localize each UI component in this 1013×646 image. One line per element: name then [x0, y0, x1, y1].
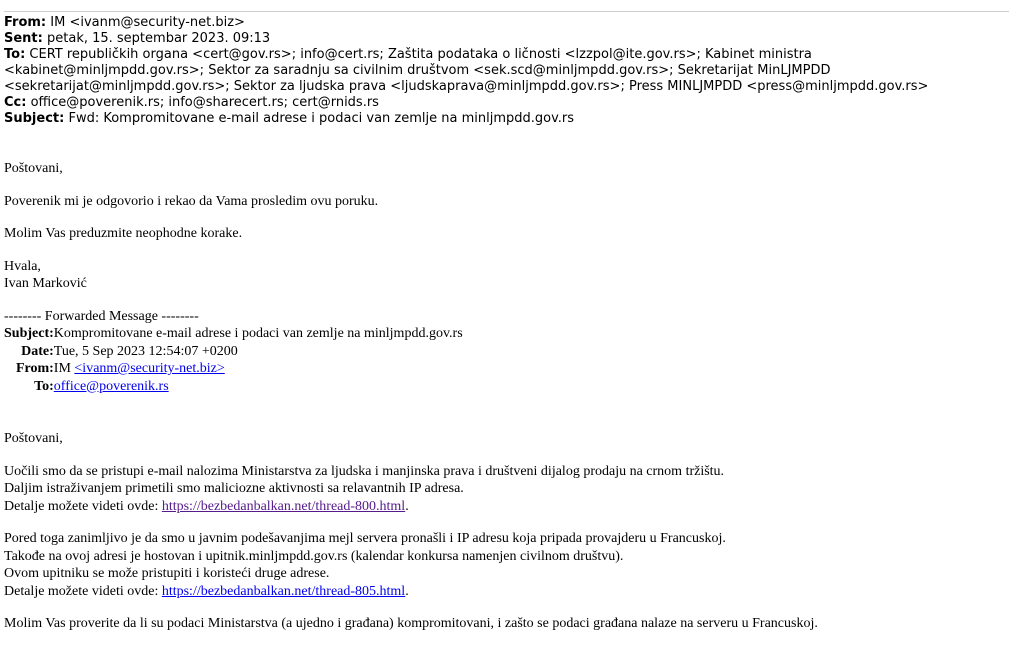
intro-line-2: Molim Vas preduzmite neophodne korake.: [4, 226, 243, 241]
fwd-date-value: Tue, 5 Sep 2023 12:54:07 +0200: [53, 343, 238, 359]
fwd-date-label: Date:: [21, 343, 54, 359]
fwd-to-email-link[interactable]: office@poverenik.rs: [53, 378, 169, 394]
fwd-to-label: To:: [34, 378, 54, 394]
forwarded-headers: [4, 325, 463, 395]
header-cc-row: [4, 95, 1009, 111]
intro-line-1: Poverenik mi je odgovorio i rekao da Vama prosledim ovu poruku.: [4, 193, 379, 209]
header-subject-label: Subject:: [4, 111, 65, 126]
fwd-subject-label: Subject:: [4, 326, 54, 341]
fwd-from-label: From:: [15, 361, 54, 376]
header-cc-label: Cc:: [4, 95, 27, 110]
header-sent-value: petak, 15. septembar 2023. 09:13: [47, 31, 271, 46]
message-p1-prefix: Detalje možete videti ovde:: [4, 498, 162, 514]
header-from-value: IM <ivanm@security-net.biz>: [50, 15, 245, 30]
fwd-to-value: [54, 378, 463, 396]
header-to-value: CERT republičkih organa <cert@gov.rs>; info@cert.rs; Zaštita podataka o ličnosti <lzzpol@ite.gov.rs>; Kabinet ministra <kabinet@minljmpdd.gov.rs>; Sektor za saradnju sa civilnim društvom <sek.scd@minljmpdd.gov.rs>; Sekretarijat MinLJMPDD <sekretarijat@minljmpdd.gov.rs>; Sektor za ljudska prava <ljudskaprava@minljmpdd.gov.rs>; Press MINLJMPDD <press@minljmpdd.gov.rs>: [4, 47, 929, 94]
fwd-from-email-link[interactable]: <ivanm@security-net.biz>: [74, 361, 225, 376]
header-sent-row: [4, 31, 1009, 47]
thread-805-link[interactable]: https://bezbedanbalkan.net/thread-805.html: [161, 583, 406, 599]
message-p2-line-1: Pored toga zanimljivo je da smo u javnim podešavanjima mejl servera pronašli i IP adresu koja pripada provajderu u Francuskoj.: [4, 531, 726, 546]
message-p1-period: .: [405, 498, 409, 514]
email-body: [4, 160, 1009, 633]
fwd-to-row: [4, 378, 463, 396]
fwd-subject-value: Kompromitovane e-mail adrese i podaci van zemlje na minljmpdd.gov.rs: [53, 326, 463, 341]
message-p2-line-2: Takođe na ovoj adresi je hostovan i upitnik.minljmpdd.gov.rs (kalendar konkursa namenjen civilnom društvu).: [4, 548, 624, 564]
message-p3-line-1: Molim Vas proverite da li su podaci Ministarstva (a ujedno i građana) kompromitovani, i zašto se podaci građana nalaze na serveru u Francuskoj.: [4, 616, 818, 631]
message-p1-line-3: [4, 498, 1009, 516]
message-p2-period: .: [405, 583, 409, 599]
email-header: [4, 15, 1009, 127]
header-from-row: [4, 15, 1009, 31]
fwd-from-row: [4, 360, 463, 378]
header-from-label: From:: [4, 15, 47, 30]
fwd-from-name: IM: [53, 361, 71, 376]
message-p1-line-1: Uočili smo da se pristupi e-mail nalozima Ministarstva za ljudska i manjinska prava i društveni dijalog prodaju na crnom tržištu.: [4, 463, 725, 479]
intro-thanks: Hvala,: [4, 258, 41, 274]
header-to-row: [4, 47, 1009, 95]
message-p1-line-2: Daljim istraživanjem primetili smo maliciozne aktivnosti sa relavantnih IP adresa.: [4, 481, 464, 496]
fwd-subject-row: [4, 325, 463, 343]
header-subject-row: [4, 111, 1009, 127]
intro-greeting: Poštovani,: [4, 161, 63, 176]
thread-800-link[interactable]: https://bezbedanbalkan.net/thread-800.html: [161, 498, 406, 514]
message-p2-line-4: [4, 583, 1009, 601]
message-p2-prefix: Detalje možete videti ovde:: [4, 583, 162, 599]
message-p2-line-3: Ovom upitniku se može pristupiti i koristeći druge adrese.: [4, 566, 330, 581]
fwd-from-value: [54, 360, 463, 378]
intro-signature: Ivan Marković: [4, 276, 87, 291]
header-sent-label: Sent:: [4, 31, 43, 46]
forwarded-separator: -------- Forwarded Message --------: [4, 308, 199, 324]
header-cc-value: office@poverenik.rs; info@sharecert.rs; cert@rnids.rs: [30, 95, 379, 110]
header-to-label: To:: [4, 47, 26, 62]
header-divider: [4, 11, 1009, 12]
fwd-date-row: [4, 343, 463, 361]
message-greeting: Poštovani,: [4, 431, 63, 446]
header-subject-value: Fwd: Kompromitovane e-mail adrese i podaci van zemlje na minljmpdd.gov.rs: [68, 111, 575, 126]
